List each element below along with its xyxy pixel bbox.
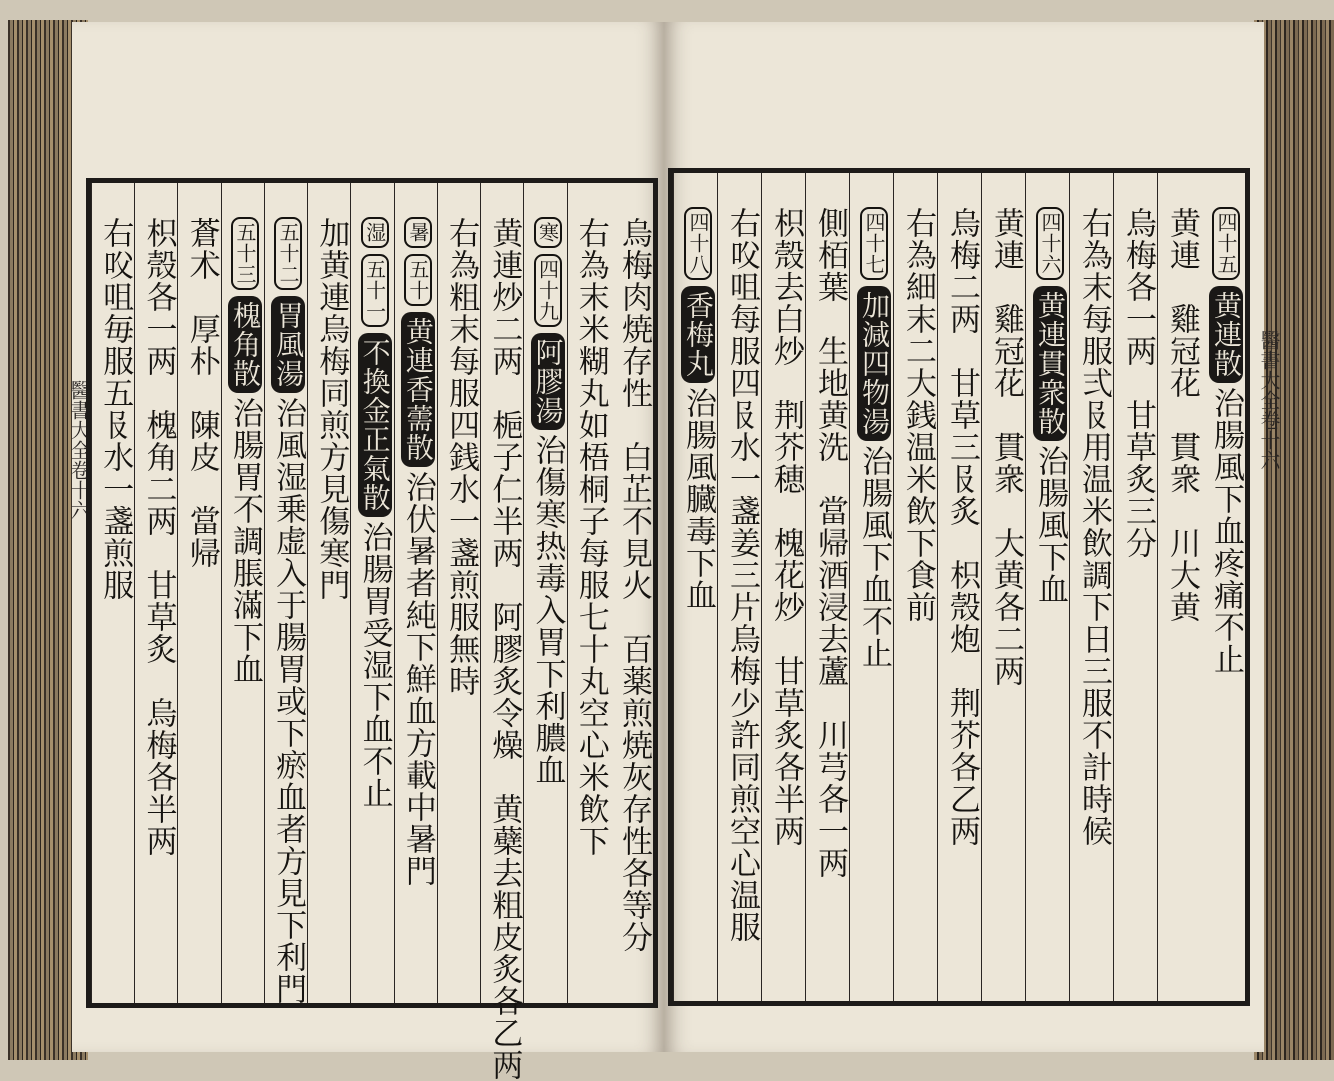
column-body: 治風湿乗虚入于腸胃或下瘀血者方見下利門 [270,397,307,1005]
text-column [394,183,437,1003]
column-text [850,207,893,669]
text-column [264,183,307,1003]
entry-number: 五十 [404,254,432,306]
entry-number: 五十二 [274,217,302,290]
column-body: 右㕮咀毎服五𠬝水一盞煎服 [97,217,134,601]
text-column [480,183,523,1081]
entry-number: 四十八 [684,207,712,280]
left-text-frame [86,178,658,1081]
column-body: 蒼术 厚朴 陳皮 當帰 [183,217,220,569]
column-body: 烏梅各一两 甘草炙三分 [1120,207,1156,559]
text-column [307,183,350,1003]
text-column [805,173,849,1001]
column-body: 黄連炒二两 梔子仁半两 阿膠炙令燥 黄蘗去粗皮炙各乙两 [486,217,523,1081]
entry-number: 四十七 [860,207,888,280]
text-column [1157,173,1201,1001]
right-page-edges [1254,20,1334,1060]
column-body: 治腸風下血 [1032,445,1068,605]
entry-number: 四十六 [1036,207,1064,280]
column-text [222,217,264,685]
text-column [1025,173,1069,1001]
entry-number: 四十五 [1212,207,1240,280]
column-body: 右為末每服弍𠬝用温米飲調下日三服不計時候 [1076,207,1112,847]
column-body: 右為末米糊丸如梧桐子每服七十丸空心米飲下 [572,217,609,857]
column-text [265,217,307,1005]
column-body: 枳殼各一两 槐角二两 甘草炙 烏梅各半两 [140,217,177,857]
column-text [894,207,937,623]
column-body: 黄連 雞冠花 貫衆 川大黄 [1164,207,1200,623]
entry-number: 五十一 [361,254,389,327]
column-text [1114,207,1157,559]
text-column [981,173,1025,1001]
text-column [937,173,981,1001]
column-body: 治腸風下血疼痛不止 [1208,387,1244,675]
column-text [351,217,393,809]
column-text [982,207,1025,687]
column-text [674,207,717,611]
column-text [568,217,610,857]
text-column [849,173,893,1001]
prescription-name: 不換金正氣散 [358,333,392,517]
column-text [438,217,480,697]
category-tag: 湿 [361,217,389,248]
column-text [1158,207,1201,623]
prescription-name: 加減四物湯 [857,286,891,441]
column-text [1026,207,1069,605]
column-text [308,217,350,601]
text-column [91,183,134,1003]
column-body: 烏梅二两 甘草三𠬝炙 枳殼炮 荆芥各乙两 [944,207,980,847]
column-body: 加黄連烏梅同煎方見傷寒門 [313,217,350,601]
column-body: 治腸胃受湿下血不止 [356,521,393,809]
text-column [1113,173,1157,1001]
column-text [762,207,805,847]
column-body: 右㕮咀每服四𠬝水一盞姜三片烏梅少許同煎空心温服 [724,207,760,943]
prescription-name: 黄連散 [1209,286,1243,383]
column-text [395,217,437,887]
prescription-name: 黄連貫衆散 [1033,286,1067,441]
column-body: 側栢葉 生地黄洗 當帰酒浸去蘆 川芎各一两 [812,207,848,879]
column-body: 治傷寒热毒入胃下利膿血 [529,434,566,786]
prescription-name: 胃風湯 [271,296,305,393]
column-body: 烏梅肉焼存性 白芷不見火 百薬煎焼灰存性各等分 [616,217,652,953]
right-text-frame [668,168,1250,1006]
text-column [221,183,264,1003]
column-text [718,207,761,943]
text-column [350,183,393,1003]
text-column [1069,173,1113,1001]
category-tag: 暑 [404,217,432,248]
column-body: 治腸風臓毒下血 [680,387,716,611]
column-body: 右為細末二大銭温米飲下食前 [900,207,936,623]
category-tag: 寒 [534,217,562,248]
column-text [938,207,981,847]
text-column [610,183,653,1003]
left-margin-heading: 醫書大全卷十六 [67,380,91,520]
column-text [1070,207,1113,847]
column-text [92,217,134,601]
text-column [717,173,761,1001]
column-text [1201,207,1245,675]
text-column [177,183,220,1003]
column-body: 治腸風下血不止 [856,445,892,669]
text-column [567,183,610,1003]
column-body: 黄連 雞冠花 貫衆 大黄各二两 [988,207,1024,687]
text-column [437,183,480,1003]
prescription-name: 黄連香薷散 [401,312,435,467]
column-body: 枳殼去白炒 荆芥穂 槐花炒 甘草炙各半两 [768,207,804,847]
entry-number: 五十三 [231,217,259,290]
right-margin-heading: 醫書大全卷十六 [1257,330,1281,470]
column-body: 右為粗末每服四銭水一盞煎服無時 [443,217,480,697]
entry-number: 四十九 [534,254,562,327]
text-column [134,183,177,1003]
column-text [178,217,220,569]
text-column [761,173,805,1001]
prescription-name: 香梅丸 [681,286,715,383]
column-body: 治伏暑者純下鮮血方載中暑門 [399,471,436,887]
column-text [610,217,653,953]
text-column [893,173,937,1001]
prescription-name: 阿膠湯 [531,333,565,430]
column-text [524,217,566,786]
column-body: 治腸胃不調脹滿下血 [226,397,263,685]
column-text [135,217,177,857]
prescription-name: 槐角散 [228,296,262,393]
column-text [481,217,523,1081]
text-column [523,183,566,1003]
text-column [1201,173,1245,1001]
text-column [673,173,717,1001]
column-text [806,207,849,879]
